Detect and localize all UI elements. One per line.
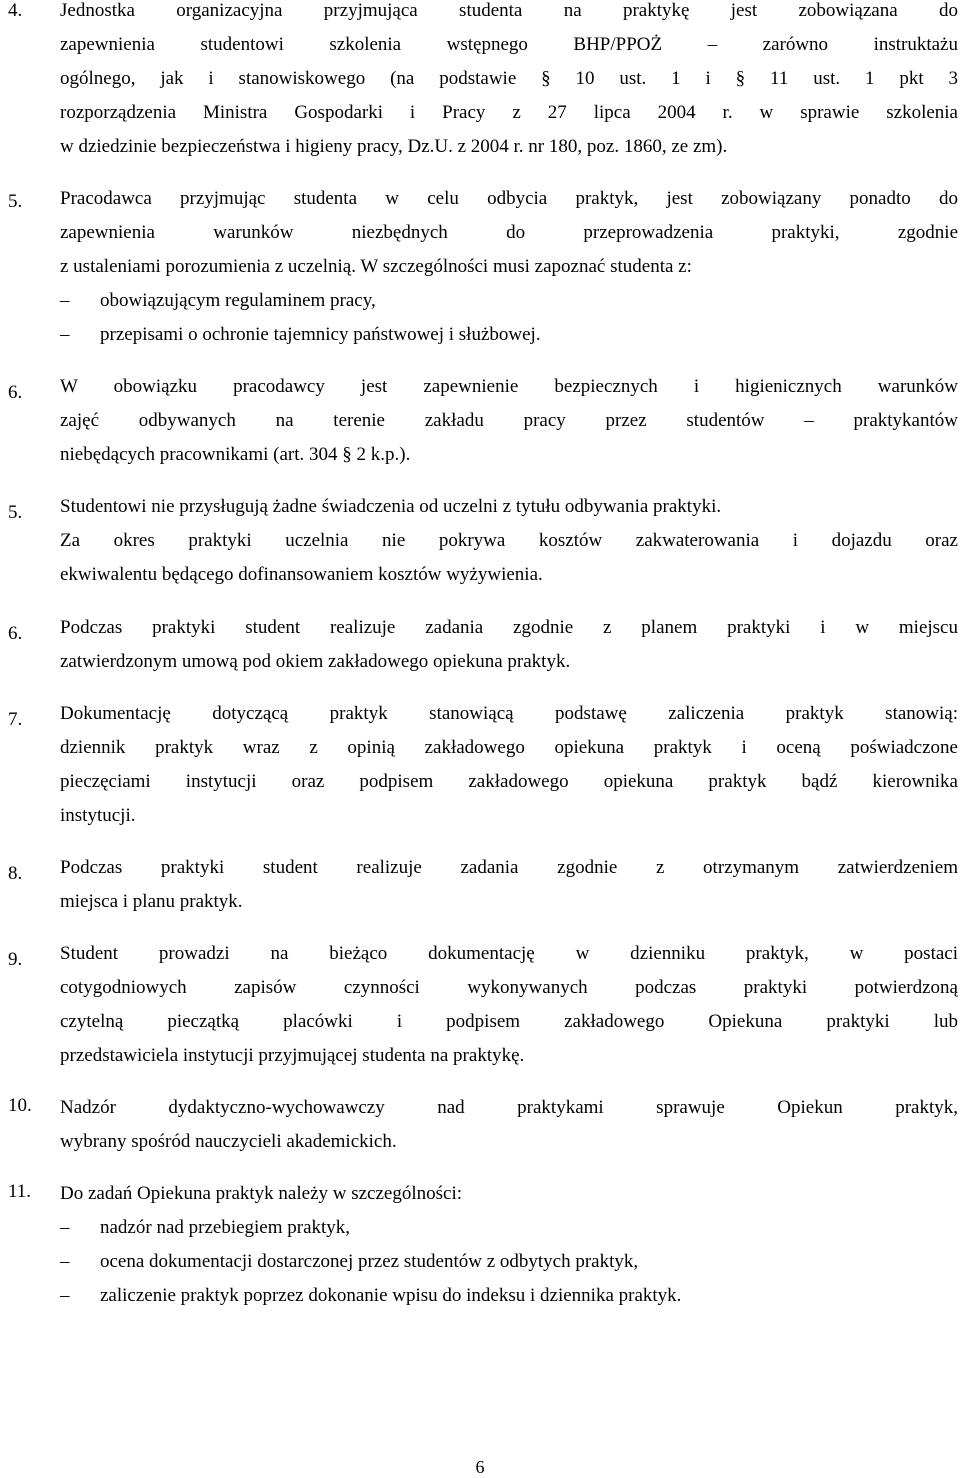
bullet-item	[60, 318, 958, 352]
item-number: 5.	[8, 191, 23, 212]
bullet-marker: –	[60, 290, 70, 311]
text-line: czytelną pieczątką placówki i podpisem zakładowego Opiekuna praktyki lub	[60, 1011, 958, 1032]
item-number: 6.	[8, 382, 23, 403]
item-number: 8.	[8, 863, 23, 884]
bullet-text: obowiązującym regulaminem pracy,	[100, 290, 376, 311]
item-number: 10.	[8, 1095, 32, 1116]
paragraph	[60, 937, 958, 1073]
bullet-marker: –	[60, 1217, 70, 1238]
text-line: niebędących pracownikami (art. 304 § 2 k.p.).	[60, 444, 411, 465]
text-line: wybrany spośród nauczycieli akademickich.	[60, 1131, 397, 1152]
bullet-text: przepisami o ochronie tajemnicy państwowej i służbowej.	[100, 324, 541, 345]
text-line: zatwierdzonym umową pod okiem zakładowego opiekuna praktyk.	[60, 651, 571, 672]
text-line: pieczęciami instytucji oraz podpisem zakładowego opiekuna praktyk bądź kierownika	[60, 771, 958, 792]
list-item	[8, 182, 958, 352]
list-item	[8, 851, 958, 919]
text-line: w dziedzinie bezpieczeństwa i higieny pracy, Dz.U. z 2004 r. nr 180, poz. 1860, ze zm).	[60, 136, 728, 157]
bullet-text: zaliczenie praktyk poprzez dokonanie wpisu do indeksu i dziennika praktyk.	[100, 1285, 682, 1306]
paragraph	[60, 1091, 958, 1159]
item-number: 5.	[8, 502, 23, 523]
list-item	[8, 937, 958, 1073]
text-line: dziennik praktyk wraz z opinią zakładowego opiekuna praktyk i oceną poświadczone	[60, 737, 958, 758]
bullet-marker: –	[60, 324, 70, 345]
bullet-text: ocena dokumentacji dostarczonej przez studentów z odbytych praktyk,	[100, 1251, 639, 1272]
item-number: 6.	[8, 623, 23, 644]
list-item	[8, 697, 958, 833]
item-number: 9.	[8, 949, 23, 970]
list-item	[8, 1091, 958, 1159]
paragraph	[60, 1177, 958, 1313]
text-line: Dokumentację dotyczącą praktyk stanowiącą podstawę zaliczenia praktyk stanowią:	[60, 703, 958, 724]
text-line: Jednostka organizacyjna przyjmująca studenta na praktykę jest zobowiązana do	[60, 0, 958, 21]
text-line: Student prowadzi na bieżąco dokumentację w dzienniku praktyk, w postaci	[60, 943, 958, 964]
bullet-item	[60, 1245, 958, 1279]
paragraph	[60, 370, 958, 472]
bullet-item	[60, 284, 958, 318]
list-item	[8, 370, 958, 472]
paragraph	[60, 611, 958, 679]
paragraph	[60, 851, 958, 919]
paragraph	[60, 490, 958, 592]
list-item	[8, 1177, 958, 1313]
text-line: miejsca i planu praktyk.	[60, 891, 243, 912]
text-line: instytucji.	[60, 805, 136, 826]
text-line: Podczas praktyki student realizuje zadania zgodnie z planem praktyki i w miejscu	[60, 617, 958, 638]
list-item	[8, 490, 958, 592]
text-line: z ustaleniami porozumienia z uczelnią. W szczególności musi zapoznać studenta z:	[60, 256, 692, 277]
text-line: ekwiwalentu będącego dofinansowaniem kosztów wyżywienia.	[60, 564, 543, 585]
text-line: Za okres praktyki uczelnia nie pokrywa kosztów zakwaterowania i dojazdu oraz	[60, 530, 958, 551]
text-line: rozporządzenia Ministra Gospodarki i Pracy z 27 lipca 2004 r. w sprawie szkolenia	[60, 102, 958, 123]
page-number: 6	[475, 1457, 485, 1477]
text-line: zapewnienia studentowi szkolenia wstępnego BHP/PPOŻ – zarówno instruktażu	[60, 34, 958, 55]
bullet-marker: –	[60, 1285, 70, 1306]
item-number: 4.	[8, 0, 23, 21]
text-line: Pracodawca przyjmując studenta w celu odbycia praktyk, jest zobowiązany ponadto do	[60, 188, 958, 209]
text-line: zajęć odbywanych na terenie zakładu pracy przez studentów – praktykantów	[60, 410, 958, 431]
text-line: zapewnienia warunków niezbędnych do przeprowadzenia praktyki, zgodnie	[60, 222, 958, 243]
text-line: Do zadań Opiekuna praktyk należy w szczególności:	[60, 1183, 463, 1204]
text-line: cotygodniowych zapisów czynności wykonywanych podczas praktyki potwierdzoną	[60, 977, 958, 998]
text-line: ogólnego, jak i stanowiskowego (na podstawie § 10 ust. 1 i § 11 ust. 1 pkt 3	[60, 68, 958, 89]
bullet-item	[60, 1211, 958, 1245]
text-line: przedstawiciela instytucji przyjmującej studenta na praktykę.	[60, 1045, 525, 1066]
text-line: Nadzór dydaktyczno-wychowawczy nad praktykami sprawuje Opiekun praktyk,	[60, 1097, 958, 1118]
text-line: W obowiązku pracodawcy jest zapewnienie bezpiecznych i higienicznych warunków	[60, 376, 958, 397]
paragraph	[60, 0, 958, 164]
item-number: 11.	[8, 1181, 32, 1202]
bullet-text: nadzór nad przebiegiem praktyk,	[100, 1217, 351, 1238]
list-item	[8, 611, 958, 679]
text-line: Podczas praktyki student realizuje zadania zgodnie z otrzymanym zatwierdzeniem	[60, 857, 958, 878]
bullet-marker: –	[60, 1251, 70, 1272]
item-number: 7.	[8, 709, 23, 730]
list-item	[8, 0, 958, 164]
paragraph	[60, 182, 958, 352]
text-line: Studentowi nie przysługują żadne świadczenia od uczelni z tytułu odbywania praktyki.	[60, 496, 722, 517]
paragraph	[60, 697, 958, 833]
bullet-item	[60, 1279, 958, 1313]
